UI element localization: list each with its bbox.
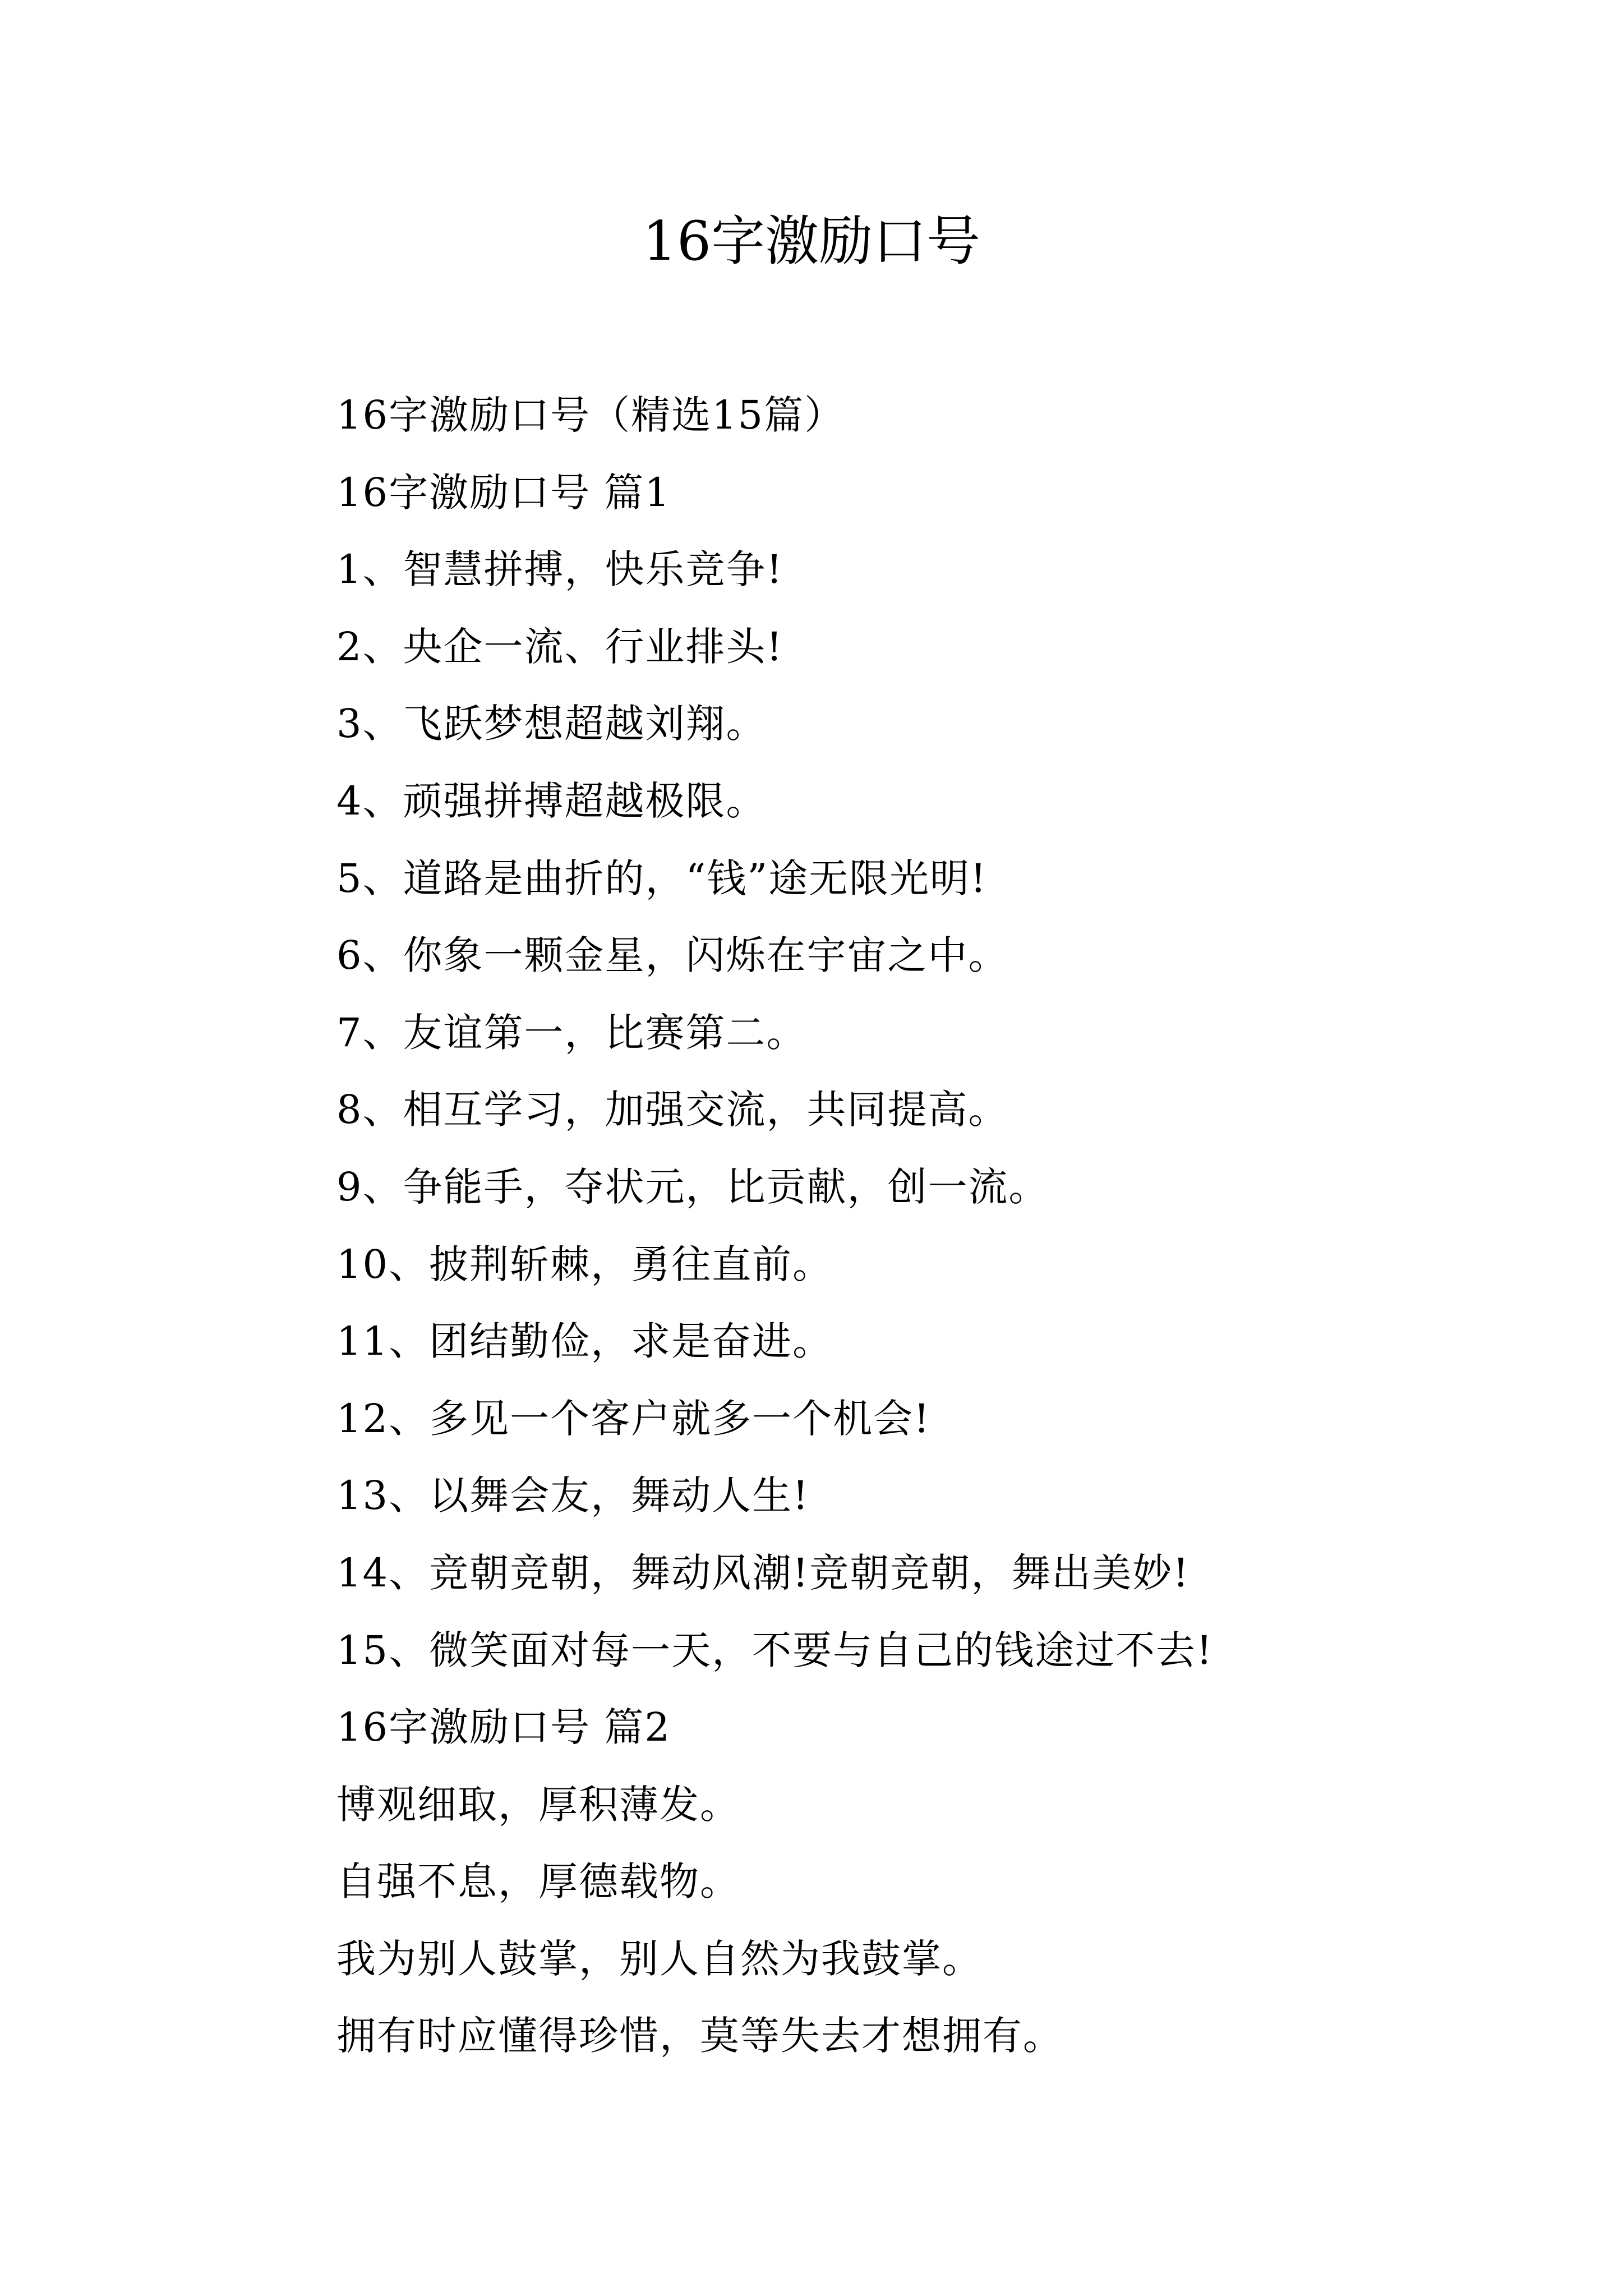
- slogan-line: 7、友谊第一，比赛第二。: [336, 1009, 807, 1056]
- slogan-line: 5、道路是曲折的，“钱”途无限光明!: [336, 855, 988, 901]
- slogan-line: 4、顽强拼搏超越极限。: [336, 777, 767, 824]
- slogan-line: 8、相互学习，加强交流，共同提高。: [336, 1087, 1009, 1133]
- slogan-line: 博观细取，厚积薄发。: [336, 1781, 740, 1828]
- slogan-line: 3、飞跃梦想超越刘翔。: [336, 701, 767, 747]
- slogan-line: 10、披荆斩棘，勇往直前。: [336, 1241, 833, 1287]
- document-body: [336, 377, 1514, 2075]
- section-heading: 16字激励口号 篇2: [336, 1704, 671, 1751]
- subtitle-line: 16字激励口号（精选15篇）: [336, 392, 845, 438]
- slogan-line: 14、竞朝竞朝，舞动风潮!竞朝竞朝，舞出美妙!: [336, 1549, 1190, 1596]
- document-title: 16字激励口号: [642, 210, 981, 273]
- slogan-line: 15、微笑面对每一天，不要与自己的钱途过不去!: [336, 1627, 1214, 1673]
- slogan-line: 13、以舞会友，舞动人生!: [336, 1473, 810, 1519]
- slogan-line: 我为别人鼓掌，别人自然为我鼓掌。: [336, 1935, 983, 1982]
- slogan-line: 1、智慧拼搏，快乐竞争!: [336, 546, 783, 593]
- slogan-line: 9、争能手，夺状元，比贡献，创一流。: [336, 1163, 1049, 1210]
- slogan-line: 2、央企一流、行业排头!: [336, 623, 783, 670]
- slogan-line: 拥有时应懂得珍惜，莫等失去才想拥有。: [336, 2013, 1063, 2059]
- slogan-line: 11、团结勤俭，求是奋进。: [336, 1318, 833, 1365]
- section-heading: 16字激励口号 篇1: [336, 469, 671, 516]
- slogan-line: 12、多见一个客户就多一个机会!: [336, 1395, 931, 1442]
- slogan-line: 自强不息，厚德载物。: [336, 1858, 740, 1905]
- slogan-line: 6、你象一颗金星，闪烁在宇宙之中。: [336, 932, 1009, 979]
